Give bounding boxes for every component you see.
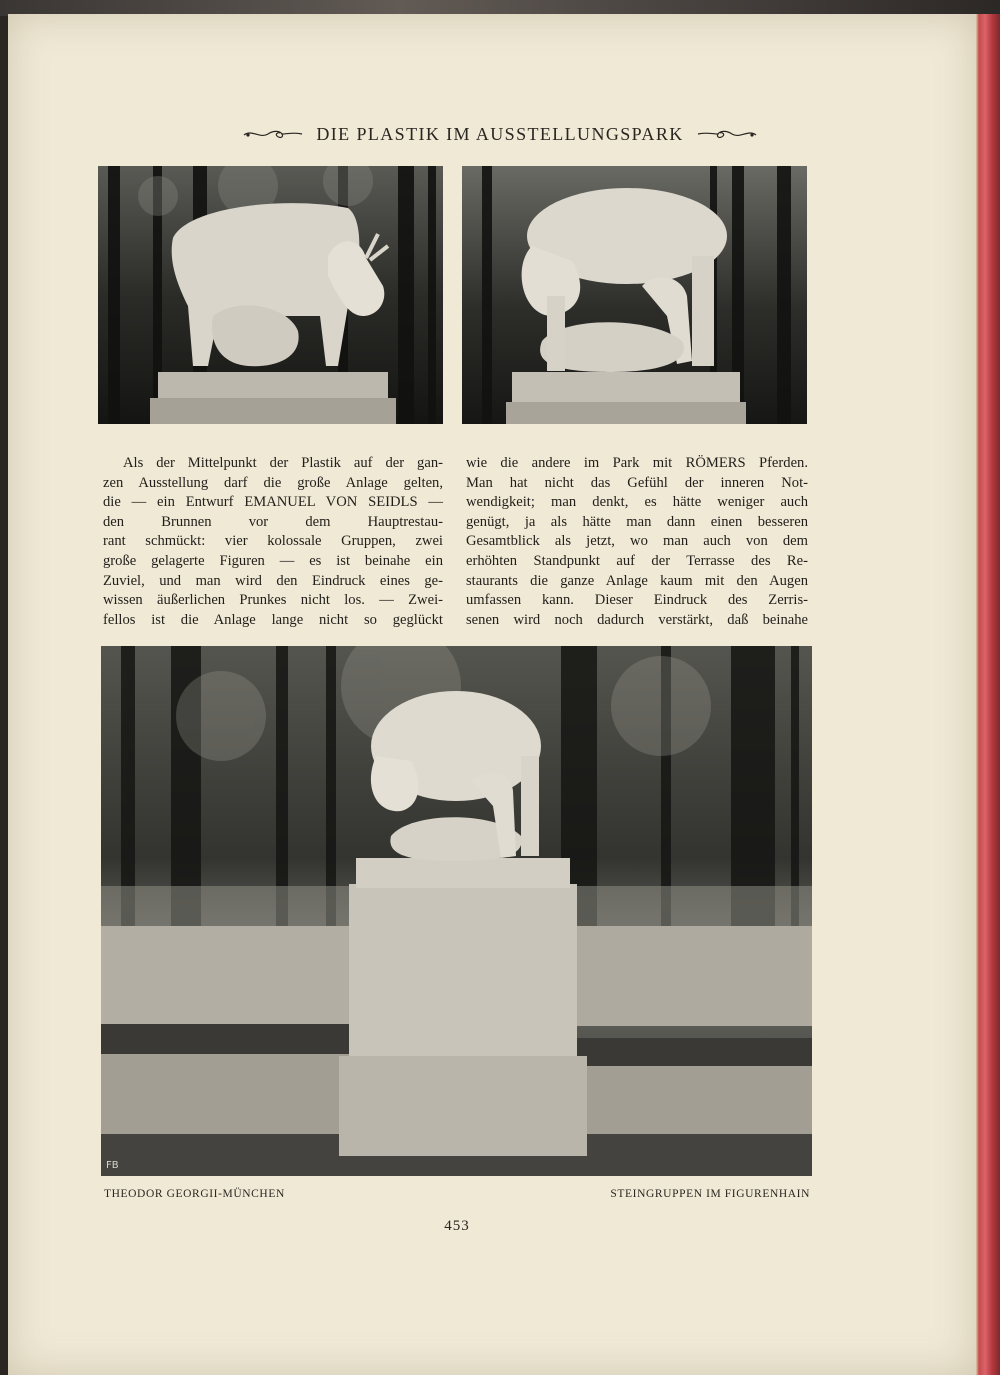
paragraph-line: Als der Mittelpunkt der Plastik auf der gan-	[123, 455, 443, 471]
paragraph-line: große gelagerte Figuren — es ist beinahe ein	[103, 552, 443, 569]
page-title: DIE PLASTIK IM AUSSTELLUNGSPARK	[316, 123, 684, 144]
text-column-right	[466, 454, 808, 630]
photo-goat-sculpture	[98, 166, 443, 424]
photographer-monogram: FB	[106, 1160, 119, 1171]
paragraph-line: rant schmückt: vier kolossale Gruppen, zwei	[103, 533, 443, 550]
caption-title: STEINGRUPPEN IM FIGURENHAIN	[610, 1188, 810, 1200]
right-ornament-icon	[696, 127, 758, 141]
paragraph-line: senen wird noch dadurch verstärkt, daß beinahe	[466, 611, 808, 628]
paragraph-line: genügt, ja als hätte man dann einen besseren	[466, 513, 808, 530]
paragraph-line: den Brunnen vor dem Hauptrestau-	[103, 513, 443, 530]
paragraph-line: wendigkeit; man denkt, es hätte weniger auch	[466, 494, 808, 511]
paragraph-line: die — ein Entwurf EMANUEL VON SEIDLS —	[103, 494, 443, 511]
paragraph-line: Gesamtblick als jetzt, wo man auch von dem	[466, 533, 808, 550]
left-ornament-icon	[242, 127, 304, 141]
paragraph-line: erhöhten Standpunkt auf der Terrasse des Re-	[466, 552, 808, 569]
page-edge-binding	[976, 14, 1000, 1375]
running-head	[0, 120, 1000, 148]
paragraph-line: wissen äußerlichen Prunkes nicht los. — Zwei-	[103, 592, 443, 609]
photo-sheep-group-pedestal	[101, 646, 812, 1176]
page-number: 453	[444, 1218, 470, 1234]
caption-artist: THEODOR GEORGII-MÜNCHEN	[104, 1188, 285, 1200]
paragraph-line: zen Ausstellung darf die große Anlage gelten,	[103, 474, 443, 491]
photo-sheep-sculpture	[462, 166, 807, 424]
paragraph-line: wie die andere im Park mit RÖMERS Pferden.	[466, 455, 808, 471]
paragraph-line: Zuviel, und man wird den Eindruck eines ge-	[103, 572, 443, 589]
paragraph-line: Man hat nicht das Gefühl der inneren Not-	[466, 474, 808, 491]
paragraph-line: staurants die ganze Anlage kaum mit den Augen	[466, 572, 808, 589]
paragraph-line: fellos ist die Anlage lange nicht so geglückt	[103, 611, 443, 628]
text-column-left	[103, 454, 443, 630]
paragraph-line: umfassen kann. Dieser Eindruck des Zerris-	[466, 592, 808, 609]
